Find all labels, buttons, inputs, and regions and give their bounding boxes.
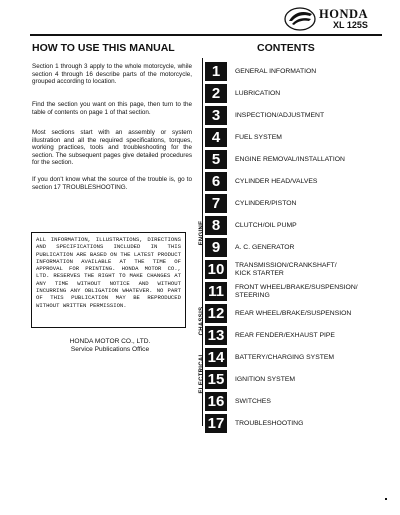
contents-entry-16[interactable] (196, 392, 384, 413)
section-number: 15 (205, 370, 227, 389)
section-title-line: STEERING (235, 291, 270, 299)
contents-entry-3[interactable] (196, 106, 384, 127)
contents-entry-14[interactable] (196, 348, 384, 369)
publisher-block (40, 338, 180, 355)
section-title: LUBRICATION (235, 89, 281, 97)
section-title: REAR WHEEL/BRAKE/SUSPENSION (235, 309, 352, 317)
contents-entry-9[interactable] (196, 238, 384, 259)
contents-entry-4[interactable] (196, 128, 384, 149)
office-name: Service Publications Office (70, 346, 150, 354)
section-title: A. C. GENERATOR (235, 243, 295, 251)
usage-paragraph: If you don't know what the source of the trouble is, go to section 17 TROUBLESHOOTING. (32, 176, 192, 191)
contents-entry-6[interactable] (196, 172, 384, 193)
section-title: SWITCHES (235, 397, 271, 405)
section-title (235, 282, 387, 301)
section-number: 11 (205, 282, 227, 301)
contents-entry-7[interactable] (196, 194, 384, 215)
contents-entry-5[interactable] (196, 150, 384, 171)
contents-entry-17[interactable] (196, 414, 384, 435)
section-title: BATTERY/CHARGING SYSTEM (235, 353, 335, 361)
section-number: 17 (205, 414, 227, 433)
section-title: ENGINE REMOVAL/INSTALLATION (235, 155, 345, 163)
section-title: CYLINDER/PISTON (235, 199, 297, 207)
section-number: 1 (205, 62, 227, 81)
section-title: CLUTCH/OIL PUMP (235, 221, 297, 229)
brand-name: HONDA (319, 7, 369, 21)
usage-paragraph: Section 1 through 3 apply to the whole motorcycle, while section 4 through 16 describe parts of the motorcycle, grouped according to location. (32, 63, 192, 86)
section-title: FUEL SYSTEM (235, 133, 282, 141)
contents-entry-13[interactable] (196, 326, 384, 347)
section-title: TROUBLESHOOTING (235, 419, 304, 427)
contents-entry-8[interactable] (196, 216, 384, 237)
scan-dot (385, 498, 387, 500)
section-number: 7 (205, 194, 227, 213)
section-title: IGNITION SYSTEM (235, 375, 296, 383)
company-name: HONDA MOTOR CO., LTD. (69, 338, 151, 345)
section-number: 6 (205, 172, 227, 191)
section-number: 9 (205, 238, 227, 257)
section-number: 8 (205, 216, 227, 235)
section-title: GENERAL INFORMATION (235, 67, 317, 75)
section-title: CYLINDER HEAD/VALVES (235, 177, 318, 185)
section-title-line: KICK STARTER (235, 269, 284, 277)
contents-entry-2[interactable] (196, 84, 384, 105)
honda-wing-icon (283, 6, 317, 32)
section-title-line: TRANSMISSION/CRANKSHAFT/ (235, 261, 337, 269)
group-label-chassis: CHASSIS (199, 306, 205, 336)
section-number: 12 (205, 304, 227, 323)
legal-notice-text: ALL INFORMATION, ILLUSTRATIONS, DIRECTIONS AND SPECIFICATIONS INCLUDED IN THIS PUBLICATION ARE BASED ON THE LATEST PRODUCT INFORMATION AVAILABLE AT THE TIME OF APPROVAL FOR PRINTING. HONDA MOTOR CO., LTD. RESERVES THE RIGHT TO MAKE CHANGES AT ANY TIME WITHOUT NOTICE AND WITHOUT INCURRING ANY OBLIGATION WHATEVER. NO PART OF THIS PUBLICATION MAY BE REPRODUCED WITHOUT WRITTEN PERMISSION. (36, 236, 181, 309)
contents-entry-10[interactable] (196, 260, 384, 281)
legal-notice-box (31, 232, 186, 328)
section-number: 14 (205, 348, 227, 367)
section-number: 3 (205, 106, 227, 125)
contents-title: CONTENTS (257, 42, 315, 54)
header-rule (30, 34, 382, 36)
honda-logo (283, 6, 383, 32)
section-number: 16 (205, 392, 227, 411)
usage-paragraph: Most sections start with an assembly or system illustration and all the required specifications, torques, working practices, tools and troubleshooting for the section. The subsequent pages give detailed procedures for the section. (32, 129, 192, 167)
usage-paragraph: Find the section you want on this page, then turn to the table of contents on page 1 of that section. (32, 101, 192, 116)
section-number: 13 (205, 326, 227, 345)
manual-usage-title: HOW TO USE THIS MANUAL (32, 42, 175, 54)
section-title (235, 260, 387, 279)
section-number: 10 (205, 260, 227, 279)
section-title: INSPECTION/ADJUSTMENT (235, 111, 325, 119)
group-label-electrical: ELECTRICAL (199, 352, 205, 394)
section-number: 4 (205, 128, 227, 147)
section-number: 5 (205, 150, 227, 169)
contents-entry-1[interactable] (196, 62, 384, 83)
section-title: REAR FENDER/EXHAUST PIPE (235, 331, 335, 339)
section-number: 2 (205, 84, 227, 103)
contents-entry-11[interactable] (196, 282, 384, 303)
group-label-engine: ENGINE (199, 220, 205, 246)
section-title-line: FRONT WHEEL/BRAKE/SUSPENSION/ (235, 283, 358, 291)
contents-entry-12[interactable] (196, 304, 384, 325)
model-name: XL 125S (333, 20, 368, 30)
contents-list (196, 58, 384, 432)
contents-entry-15[interactable] (196, 370, 384, 391)
